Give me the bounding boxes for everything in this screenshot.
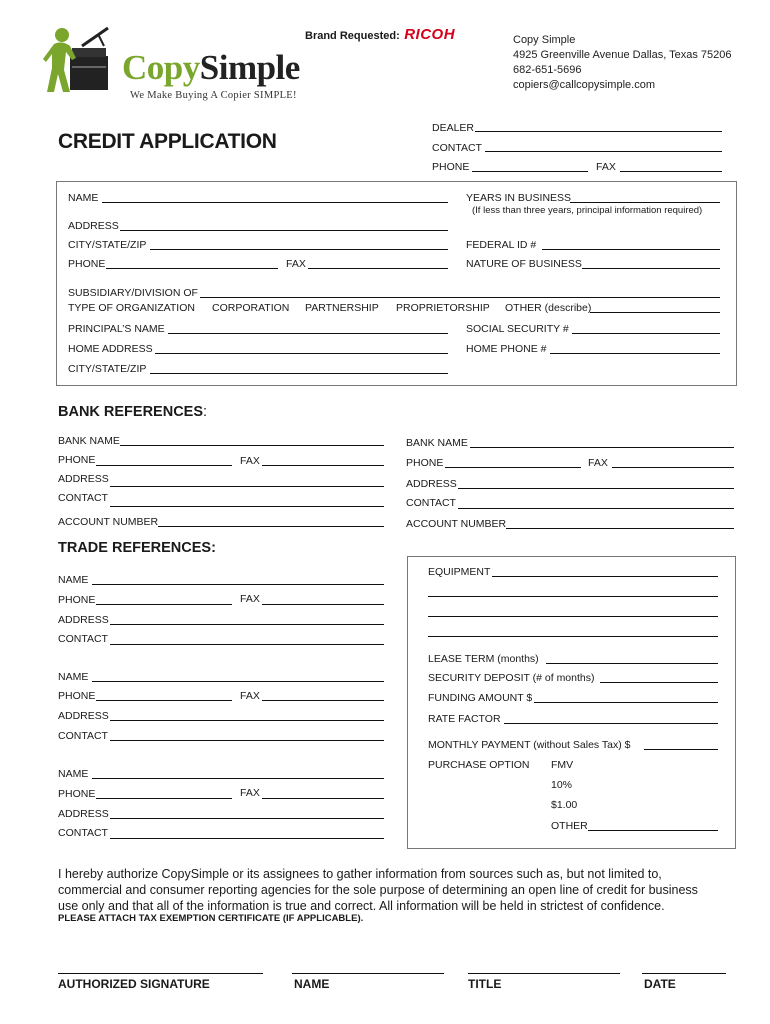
applicant-fax-field[interactable] [308, 268, 448, 269]
sig-name-line[interactable] [292, 973, 444, 974]
purchase-option-10pct[interactable]: 10% [551, 779, 573, 791]
purchase-option-other-field[interactable] [588, 830, 718, 831]
org-other-field[interactable] [590, 312, 720, 313]
lease-term-field[interactable] [546, 663, 718, 664]
bank2-contact-field[interactable] [458, 508, 734, 509]
tax-exemption-post: ). [357, 913, 364, 924]
company-address: 4925 Greenville Avenue Dallas, Texas 75206 [513, 49, 732, 61]
authorization-text: I hereby authorize CopySimple or its assignees to gather information from sources such as, but not limited to, commercial and consumer reporting agencies for the sole purpose of determining an open line of credit for business use only and that all of the information is true and correct. All information will be held in strictest of confidence. [58, 867, 698, 913]
principals-name-field[interactable] [168, 333, 448, 334]
org-option-other[interactable]: OTHER (describe) [505, 302, 592, 314]
nature-of-business-field[interactable] [582, 268, 720, 269]
trade1-name-field[interactable] [92, 584, 384, 585]
trade3-phone-label: PHONE [58, 788, 96, 800]
trade3-fax-label: FAX [240, 787, 260, 799]
applicant-address-field[interactable] [120, 230, 448, 231]
security-deposit-label: SECURITY DEPOSIT (# of months) [428, 672, 595, 684]
bank1-address-field[interactable] [110, 486, 384, 487]
copier-person-icon [42, 26, 114, 96]
bank1-phone-label: PHONE [58, 454, 96, 466]
home-address-field[interactable] [155, 353, 448, 354]
purchase-option-fmv[interactable]: FMV [551, 759, 574, 771]
company-email: copiers@callcopysimple.com [513, 79, 655, 91]
tax-exemption-pre: PLEASE ATTACH TAX EXEMPTION CERTIFICATE ( [58, 913, 286, 924]
security-deposit-field[interactable] [600, 682, 718, 683]
sig-title-line[interactable] [468, 973, 620, 974]
bank-references-heading-text: BANK REFERENCES [58, 404, 204, 420]
bank2-name-label: BANK NAME [406, 437, 468, 449]
type-of-org-label: TYPE OF ORGANIZATION [68, 302, 195, 314]
trade3-contact-label: CONTACT [58, 827, 108, 839]
company-contact [513, 33, 732, 93]
subsidiary-label: SUBSIDIARY/DIVISION OF [68, 287, 198, 299]
dealer-label: DEALER [432, 122, 475, 134]
trade3-name-label: NAME [58, 768, 89, 780]
social-security-label: SOCIAL SECURITY # [466, 323, 569, 335]
trade3-phone-field[interactable] [96, 798, 232, 799]
logo-simple: Simple [199, 48, 300, 87]
subsidiary-field[interactable] [200, 297, 720, 298]
purchase-option-1dollar[interactable]: $1.00 [551, 799, 578, 811]
trade3-address-label: ADDRESS [58, 808, 109, 820]
applicant-address-label: ADDRESS [68, 220, 119, 232]
bank1-account-label: ACCOUNT NUMBER [58, 516, 159, 528]
federal-id-field[interactable] [542, 249, 720, 250]
trade1-fax-field[interactable] [262, 604, 384, 605]
bank1-name-field[interactable] [120, 445, 384, 446]
applicant-name-field[interactable] [102, 202, 448, 203]
rate-factor-field[interactable] [504, 723, 718, 724]
bank-references-heading-colon: : [203, 404, 208, 420]
applicant-city-label: CITY/STATE/ZIP [68, 239, 147, 251]
equipment-field-1[interactable] [492, 576, 718, 577]
logo-copy: Copy [122, 48, 200, 87]
dealer-fax-field[interactable] [620, 171, 722, 172]
home-city-label: CITY/STATE/ZIP [68, 363, 147, 375]
trade1-fax-label: FAX [240, 593, 260, 605]
bank1-name-label: BANK NAME [58, 435, 120, 447]
company-phone: 682-651-5696 [513, 64, 582, 76]
trade1-address-label: ADDRESS [58, 614, 109, 626]
principals-name-label: PRINCIPAL’S NAME [68, 323, 165, 335]
bank2-phone-field[interactable] [445, 467, 581, 468]
purchase-option-label: PURCHASE OPTION [428, 759, 530, 771]
trade-references-heading: TRADE REFERENCES: [58, 540, 216, 556]
lease-term-label: LEASE TERM (months) [428, 653, 539, 665]
sig-date-label: DATE [644, 977, 676, 991]
bank-references-heading [58, 404, 207, 420]
home-phone-field[interactable] [550, 353, 720, 354]
trade1-phone-label: PHONE [58, 594, 96, 606]
bank1-fax-field[interactable] [262, 465, 384, 466]
sig-title-label: TITLE [468, 977, 502, 991]
tagline: We Make Buying A Copier SIMPLE! [130, 90, 297, 101]
applicant-phone-field[interactable] [106, 268, 278, 269]
trade2-fax-label: FAX [240, 690, 260, 702]
logo [42, 26, 312, 106]
tax-exemption-mid: IF APPLICABLE [286, 913, 358, 924]
federal-id-label: FEDERAL ID # [466, 239, 537, 251]
funding-amount-field[interactable] [534, 702, 718, 703]
bank2-account-field[interactable] [506, 528, 734, 529]
applicant-name-label: NAME [68, 192, 99, 204]
dealer-contact-field[interactable] [485, 151, 722, 152]
trade3-name-field[interactable] [92, 778, 384, 779]
company-name: Copy Simple [513, 34, 576, 46]
bank1-account-field[interactable] [158, 526, 384, 527]
funding-amount-label: FUNDING AMOUNT $ [428, 692, 533, 704]
trade1-name-label: NAME [58, 574, 89, 586]
purchase-option-other[interactable]: OTHER [551, 820, 588, 832]
bank1-fax-label: FAX [240, 455, 260, 467]
trade1-contact-label: CONTACT [58, 633, 108, 645]
tax-exemption-note [58, 913, 363, 924]
dealer-phone-field[interactable] [472, 171, 588, 172]
sig-name-label: NAME [294, 977, 330, 991]
equipment-field-3[interactable] [428, 616, 718, 617]
trade1-address-field[interactable] [110, 624, 384, 625]
home-phone-label: HOME PHONE # [466, 343, 547, 355]
applicant-city-field[interactable] [150, 249, 448, 250]
trade3-contact-field[interactable] [110, 838, 384, 839]
trade3-fax-field[interactable] [262, 798, 384, 799]
monthly-payment-field[interactable] [644, 749, 718, 750]
trade1-contact-field[interactable] [110, 644, 384, 645]
brand-requested [305, 26, 455, 44]
trade2-name-label: NAME [58, 671, 89, 683]
bank2-phone-label: PHONE [406, 457, 444, 469]
equipment-field-2[interactable] [428, 596, 718, 597]
dealer-contact-label: CONTACT [432, 142, 482, 154]
bank2-contact-label: CONTACT [406, 497, 456, 509]
sig-date-line[interactable] [642, 973, 726, 974]
equipment-label: EQUIPMENT [428, 566, 491, 578]
brand-requested-label: Brand Requested: [305, 30, 400, 42]
years-note: (If less than three years, principal information required) [472, 205, 703, 216]
trade2-phone-label: PHONE [58, 690, 96, 702]
trade2-contact-label: CONTACT [58, 730, 108, 742]
trade2-address-label: ADDRESS [58, 710, 109, 722]
page-title: CREDIT APPLICATION [58, 130, 277, 153]
bank2-fax-field[interactable] [612, 467, 734, 468]
applicant-phone-label: PHONE [68, 258, 106, 270]
trade2-fax-field[interactable] [262, 700, 384, 701]
bank2-account-label: ACCOUNT NUMBER [406, 518, 507, 530]
bank2-fax-label: FAX [588, 457, 608, 469]
nature-of-business-label: NATURE OF BUSINESS [466, 258, 582, 270]
org-option-partnership[interactable]: PARTNERSHIP [305, 302, 379, 314]
signature-label: AUTHORIZED SIGNATURE [58, 977, 210, 991]
org-option-proprietorship[interactable]: PROPRIETORSHIP [396, 302, 490, 314]
bank1-contact-field[interactable] [110, 506, 384, 507]
rate-factor-label: RATE FACTOR [428, 713, 501, 725]
dealer-phone-label: PHONE [432, 161, 470, 173]
signature-line[interactable] [58, 973, 263, 974]
applicant-fax-label: FAX [286, 258, 306, 270]
trade2-phone-field[interactable] [96, 700, 232, 701]
logo-wordmark [122, 48, 300, 88]
dealer-field[interactable] [475, 131, 722, 132]
years-in-business-field[interactable] [570, 202, 720, 203]
trade2-address-field[interactable] [110, 720, 384, 721]
trade3-address-field[interactable] [110, 818, 384, 819]
dealer-fax-label: FAX [596, 161, 616, 173]
home-city-field[interactable] [150, 373, 448, 374]
trade2-contact-field[interactable] [110, 740, 384, 741]
bank1-phone-field[interactable] [96, 465, 232, 466]
ricoh-logo: RICOH [404, 26, 456, 43]
social-security-field[interactable] [572, 333, 720, 334]
bank2-address-label: ADDRESS [406, 478, 457, 490]
bank2-name-field[interactable] [470, 447, 734, 448]
equipment-field-4[interactable] [428, 636, 718, 637]
org-option-corporation[interactable]: CORPORATION [212, 302, 290, 314]
bank1-address-label: ADDRESS [58, 473, 109, 485]
monthly-payment-label: MONTHLY PAYMENT (without Sales Tax) $ [428, 739, 631, 751]
home-address-label: HOME ADDRESS [68, 343, 153, 355]
trade1-phone-field[interactable] [96, 604, 232, 605]
bank1-contact-label: CONTACT [58, 492, 108, 504]
trade2-name-field[interactable] [92, 681, 384, 682]
years-in-business-label: YEARS IN BUSINESS [466, 192, 572, 204]
bank2-address-field[interactable] [458, 488, 734, 489]
